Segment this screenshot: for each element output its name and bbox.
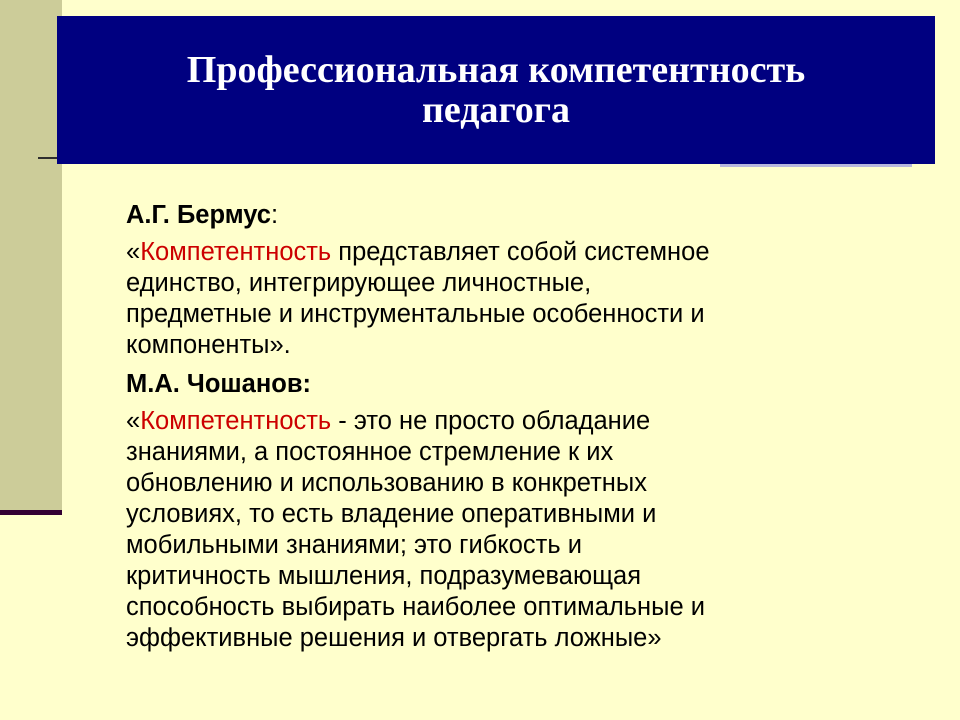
slide-title-line-1: Профессиональная компетентность	[186, 49, 806, 91]
author-colon: :	[270, 201, 279, 229]
quote-line: единство, интегрирующее личностные,	[126, 269, 592, 297]
quote-line: предметные и инструментальные особенности и	[126, 300, 705, 328]
quote-line	[126, 237, 906, 268]
quote-line: критичность мышления, подразумевающая	[126, 562, 642, 590]
author-name-text: А.Г. Бермус	[126, 201, 271, 229]
quote-open-mark: «	[126, 238, 141, 266]
quote-line	[126, 406, 906, 437]
quote-text: - это не просто обладание	[331, 407, 651, 435]
definition-quote	[126, 237, 906, 361]
quote-line: способность выбирать наиболее оптимальные и	[126, 593, 705, 621]
author-name	[126, 369, 906, 400]
quote-open-mark: «	[126, 407, 141, 435]
left-decorative-strip	[0, 0, 62, 515]
slide-title-line-2: педагога	[421, 89, 571, 131]
quote-line: условиях, то есть владение оперативными и	[126, 500, 657, 528]
quote-line: обновлению и использованию в конкретных	[126, 469, 647, 497]
definition-quote	[126, 406, 906, 654]
term-highlight: Компетентность	[140, 238, 332, 266]
quote-line: компоненты».	[126, 331, 291, 359]
quote-line: мобильными знаниями; это гибкость и	[126, 531, 582, 559]
slide-content	[126, 200, 906, 662]
slide-title-box	[57, 16, 935, 164]
quote-line: эффективные решения и отвергать ложные»	[126, 624, 662, 652]
quote-line: знаниями, а постоянное стремление к их	[126, 438, 614, 466]
term-highlight: Компетентность	[140, 407, 332, 435]
author-name	[126, 200, 906, 231]
author-name-text: М.А. Чошанов:	[126, 370, 311, 398]
quote-text: представляет собой системное	[331, 238, 710, 266]
left-bottom-bar	[0, 510, 62, 515]
